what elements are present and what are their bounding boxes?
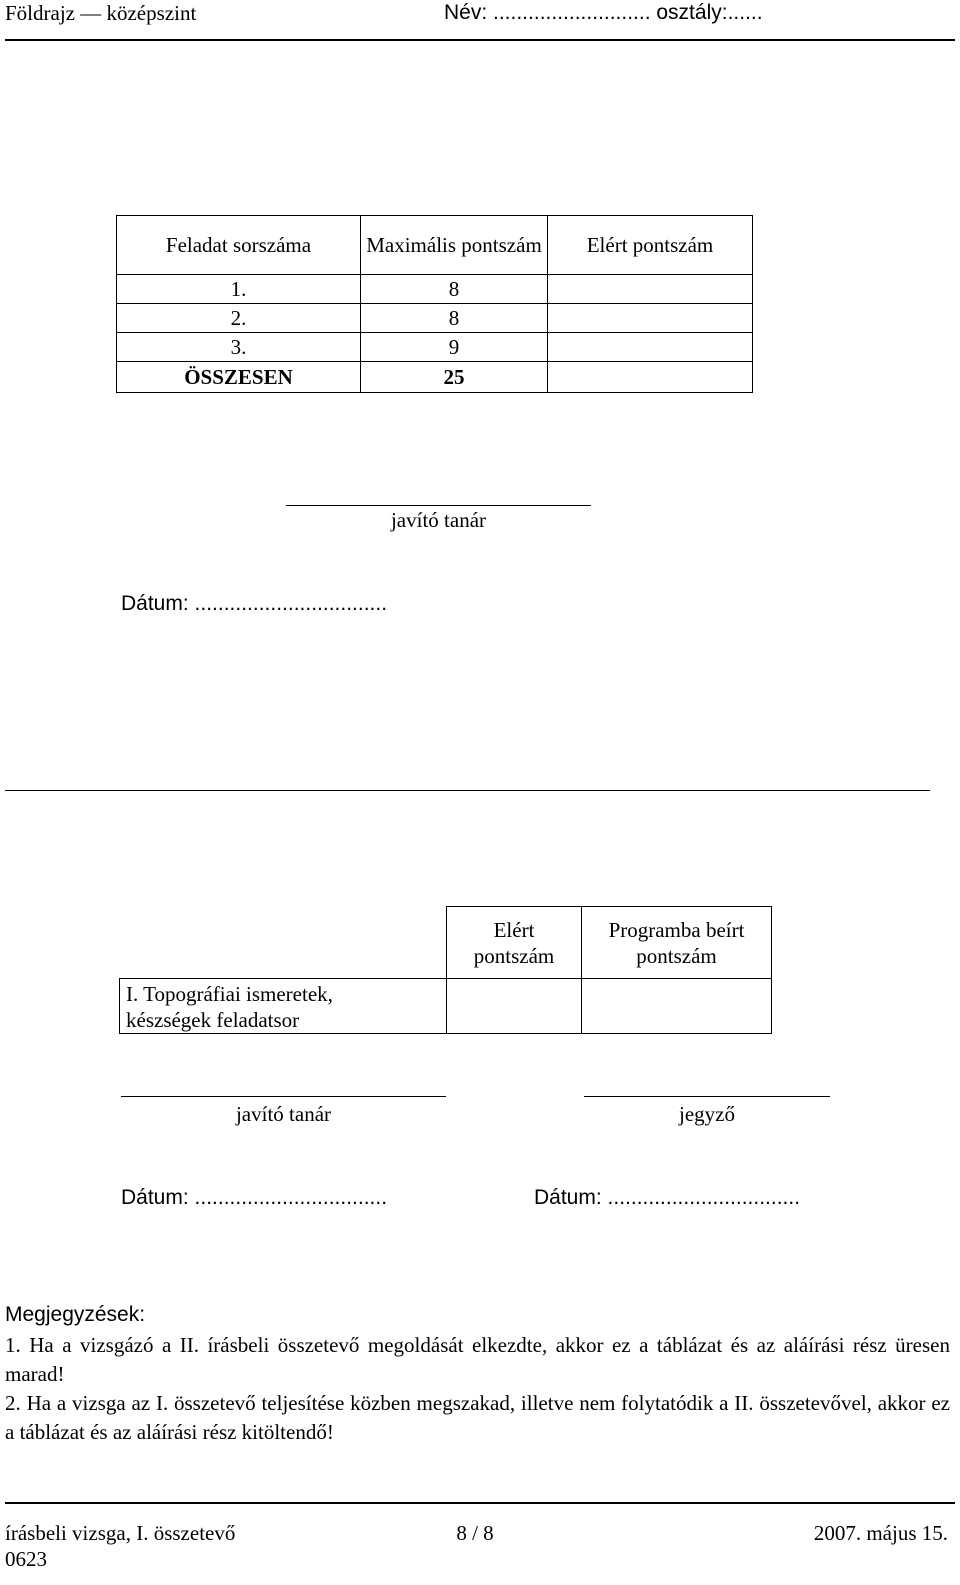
col-task-number: Feladat sorszáma xyxy=(117,216,361,275)
total-row xyxy=(117,362,753,393)
score-table xyxy=(116,215,753,393)
signature-line-corrector[interactable] xyxy=(286,505,591,506)
signature-line-corrector-2[interactable] xyxy=(121,1096,446,1097)
table-row xyxy=(117,333,753,362)
total-max-points: 25 xyxy=(361,362,548,393)
achieved-points-cell[interactable] xyxy=(548,333,753,362)
notes-section xyxy=(5,1300,950,1447)
max-points: 9 xyxy=(361,333,548,362)
footer-divider xyxy=(5,1502,955,1504)
achieved-points-cell[interactable] xyxy=(446,978,582,1034)
col-achieved-points: Elért pontszám xyxy=(548,216,753,275)
col-max-points: Maximális pontszám xyxy=(361,216,548,275)
max-points: 8 xyxy=(361,304,548,333)
signature-line-notary[interactable] xyxy=(584,1096,830,1097)
section-divider xyxy=(5,790,930,791)
header-subject: Földrajz — középszint xyxy=(5,1,197,25)
achieved-points-cell[interactable] xyxy=(548,275,753,304)
date-field-corrector-2[interactable]: Dátum: ................................. xyxy=(121,1186,388,1209)
col-program-header: Programba beírt pontszám xyxy=(582,906,772,978)
table-row xyxy=(117,304,753,333)
col-achieved-header: Elért pontszám xyxy=(446,906,582,978)
date-field-notary[interactable]: Dátum: ................................. xyxy=(534,1186,801,1209)
footer-exam-part: írásbeli vizsga, I. összetevő xyxy=(5,1521,236,1545)
task-section-label: I. Topográfiai ismeretek, készségek feladatsor xyxy=(126,982,333,1032)
notes-title: Megjegyzések: xyxy=(5,1303,146,1326)
task-section-label-cell xyxy=(119,978,446,1034)
date-field-corrector[interactable]: Dátum: ................................. xyxy=(121,592,388,615)
header-divider xyxy=(5,39,955,41)
score-table-header xyxy=(117,216,753,275)
footer-code: 0623 xyxy=(5,1547,47,1571)
program-table xyxy=(119,906,772,1034)
header-name-class-field: Név: ........................... osztály:...... xyxy=(444,1,763,24)
max-points: 8 xyxy=(361,275,548,304)
total-achieved-cell[interactable] xyxy=(548,362,753,393)
signature-label-corrector-2: javító tanár xyxy=(235,1102,332,1126)
signature-label-corrector: javító tanár xyxy=(390,508,487,532)
total-label: ÖSSZESEN xyxy=(117,362,361,393)
footer-page-number: 8 / 8 xyxy=(456,1521,494,1545)
task-number: 1. xyxy=(117,275,361,304)
table-row xyxy=(117,275,753,304)
signature-label-notary: jegyző xyxy=(679,1102,735,1126)
note-2: 2. Ha a vizsga az I. összetevő teljesítése közben megszakad, illetve nem folytatódik a II. összetevővel, akkor ez a táblázat és az aláírási rész kitöltendő! xyxy=(5,1391,950,1444)
footer-date: 2007. május 15. xyxy=(813,1521,948,1545)
note-1: 1. Ha a vizsgázó a II. írásbeli összetevő megoldását elkezdte, akkor ez a táblázat és az aláírási rész üresen marad! xyxy=(5,1333,950,1386)
task-number: 3. xyxy=(117,333,361,362)
task-number: 2. xyxy=(117,304,361,333)
achieved-points-cell[interactable] xyxy=(548,304,753,333)
program-points-cell[interactable] xyxy=(582,978,772,1034)
